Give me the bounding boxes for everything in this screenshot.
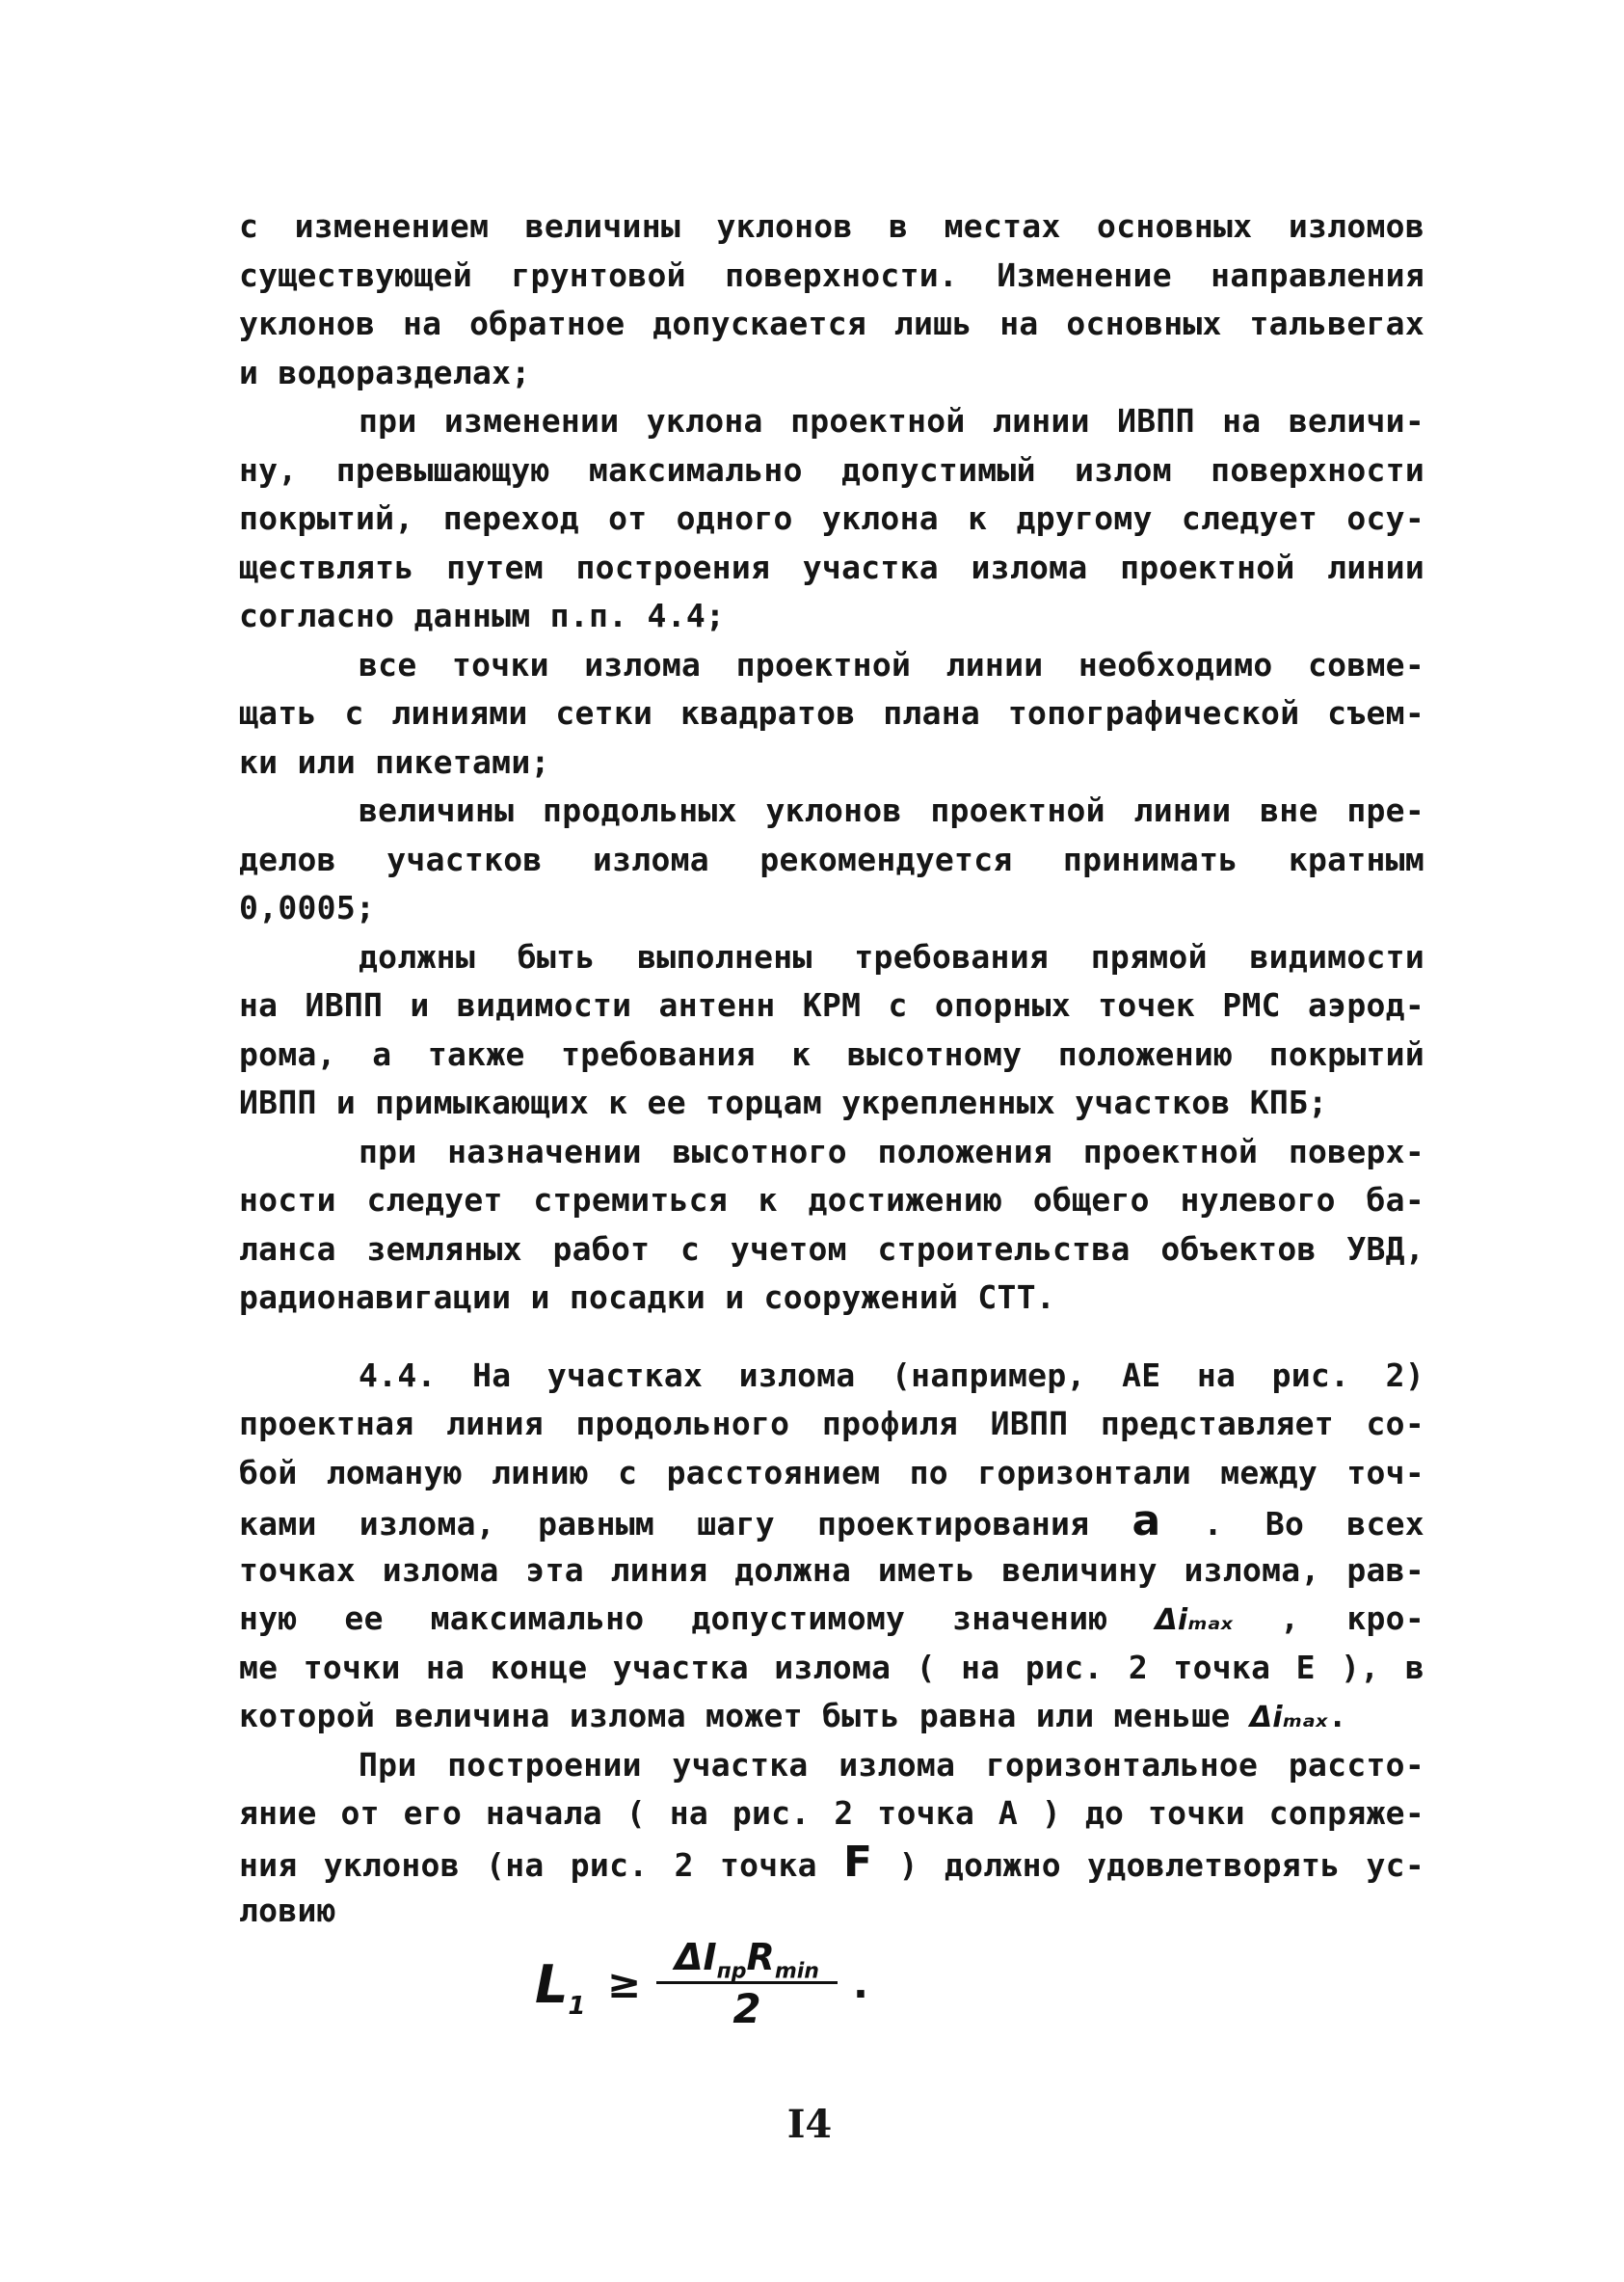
text-fragment: .: [1327, 1697, 1347, 1734]
formula-numerator: [651, 1933, 843, 1984]
text-line: ИВПП и примыкающих к ее торцам укрепленных участков КПБ;: [239, 1084, 1328, 1121]
formula-L1: [535, 1933, 882, 2039]
text-line: точках излома эта линия должна иметь величину излома, рав-: [239, 1550, 1424, 1589]
text-line: щать с линиями сетки квадратов плана топографической съем-: [239, 694, 1424, 732]
text-line: покрытий, переход от одного уклона к другому следует осу-: [239, 499, 1424, 537]
formula-end-dot: .: [853, 1960, 868, 2007]
text-line: ловию: [239, 1892, 336, 1929]
paragraph-construction: [239, 1741, 1424, 1936]
text-line: и водоразделах;: [239, 353, 531, 391]
text-line: проектная линия продольного профиля ИВПП представляет со-: [239, 1405, 1424, 1442]
formula-fraction: [651, 1933, 843, 2034]
formula-lhs: [535, 1954, 586, 2021]
text-line: согласно данным п.п. 4.4;: [239, 597, 726, 634]
text-line: ланса земляных работ с учетом строительства объектов УВД,: [239, 1229, 1424, 1268]
formula-subscript-min: min: [774, 1959, 819, 1984]
text-fragment: , кро-: [1233, 1599, 1424, 1637]
text-line: делов участков излома рекомендуется принимать кратным: [239, 840, 1424, 878]
page-number: I4: [786, 2102, 833, 2147]
text-line: уклонов на обратное допускается лишь на основных тальвегах: [239, 305, 1424, 342]
handwritten-symbol-delta-i-max: Δiₘₐₓ: [1155, 1603, 1234, 1637]
text-line: на ИВПП и видимости антенн КРМ с опорных точек РМС аэрод-: [239, 986, 1424, 1024]
formula-relation: ≥: [607, 1960, 642, 2007]
formula-lhs-subscript: 1: [568, 1991, 586, 2021]
text-line: рома, а также требования к высотному положению покрытий: [239, 1034, 1424, 1073]
formula-R: R: [746, 1936, 775, 1978]
text-line: [239, 1497, 1424, 1546]
text-line: При построении участка излома горизонтальное рассто-: [359, 1745, 1424, 1784]
paragraph-4: [239, 787, 1424, 933]
text-line: ме точки на конце участка излома ( на рис. 2 точка Е ), в: [239, 1648, 1424, 1686]
handwritten-symbol-delta-i-max: Δiₘₐₓ: [1249, 1701, 1328, 1734]
text-line: 4.4. На участках излома (например, АЕ на рис. 2): [359, 1356, 1424, 1394]
text-line: должны быть выполнены требования прямой видимости: [359, 937, 1424, 976]
text-line: ну, превышающую максимально допустимый излом поверхности: [239, 450, 1424, 489]
paragraph-gap: [239, 1323, 1424, 1352]
text-line: величины продольных уклонов проектной линии вне пре-: [359, 792, 1424, 829]
text-line: ности следует стремиться к достижению общего нулевого ба-: [239, 1181, 1424, 1219]
text-line: [239, 1595, 1424, 1644]
paragraph-4-4: [239, 1352, 1424, 1741]
text-line: ществлять путем построения участка излома проектной линии: [239, 548, 1424, 586]
formula-delta-I: ΔI: [675, 1936, 717, 1978]
text-line: [239, 1839, 1424, 1888]
text-line: радионавигации и посадки и сооружений СТТ.: [239, 1278, 1056, 1316]
text-fragment: которой величина излома может быть равна или меньше: [239, 1697, 1250, 1734]
text-fragment: ния уклонов (на рис. 2 точка: [239, 1845, 844, 1884]
text-fragment: . Во всех: [1160, 1505, 1424, 1543]
text-line: ки или пикетами;: [239, 742, 550, 781]
paragraph-6: [239, 1128, 1424, 1323]
handwritten-symbol-F: F: [843, 1837, 873, 1887]
handwritten-symbol-a: a: [1131, 1496, 1161, 1545]
text-line: с изменением величины уклонов в местах основных изломов: [239, 207, 1424, 245]
text-fragment: ) должно удовлетворять ус-: [872, 1845, 1424, 1884]
text-line: существующей грунтовой поверхности. Изменение направления: [239, 255, 1424, 294]
text-line: [239, 1692, 1424, 1741]
formula-subscript-pr: пр: [716, 1959, 747, 1984]
paragraph-3: [239, 641, 1424, 788]
formula-lhs-symbol: L: [535, 1954, 569, 2015]
paragraph-1: [239, 202, 1424, 397]
text-fragment: ную ее максимально допустимому значению: [239, 1599, 1156, 1637]
text-fragment: ками излома, равным шагу проектирования: [239, 1505, 1132, 1543]
paragraph-5: [239, 933, 1424, 1128]
text-line: 0,0005;: [239, 889, 376, 926]
text-line: при назначении высотного положения проектной поверх-: [359, 1132, 1424, 1170]
paragraph-2: [239, 397, 1424, 641]
text-line: при изменении уклона проектной линии ИВПП на величи-: [359, 402, 1424, 440]
text-line: яние от его начала ( на рис. 2 точка А ) до точки сопряже-: [239, 1794, 1424, 1832]
text-line: бой ломаную линию с расстоянием по горизонтали между точ-: [239, 1453, 1424, 1491]
formula-denominator: 2: [732, 1985, 761, 2032]
body-text: [239, 202, 1424, 1936]
text-line: все точки излома проектной линии необходимо совме-: [359, 645, 1424, 684]
